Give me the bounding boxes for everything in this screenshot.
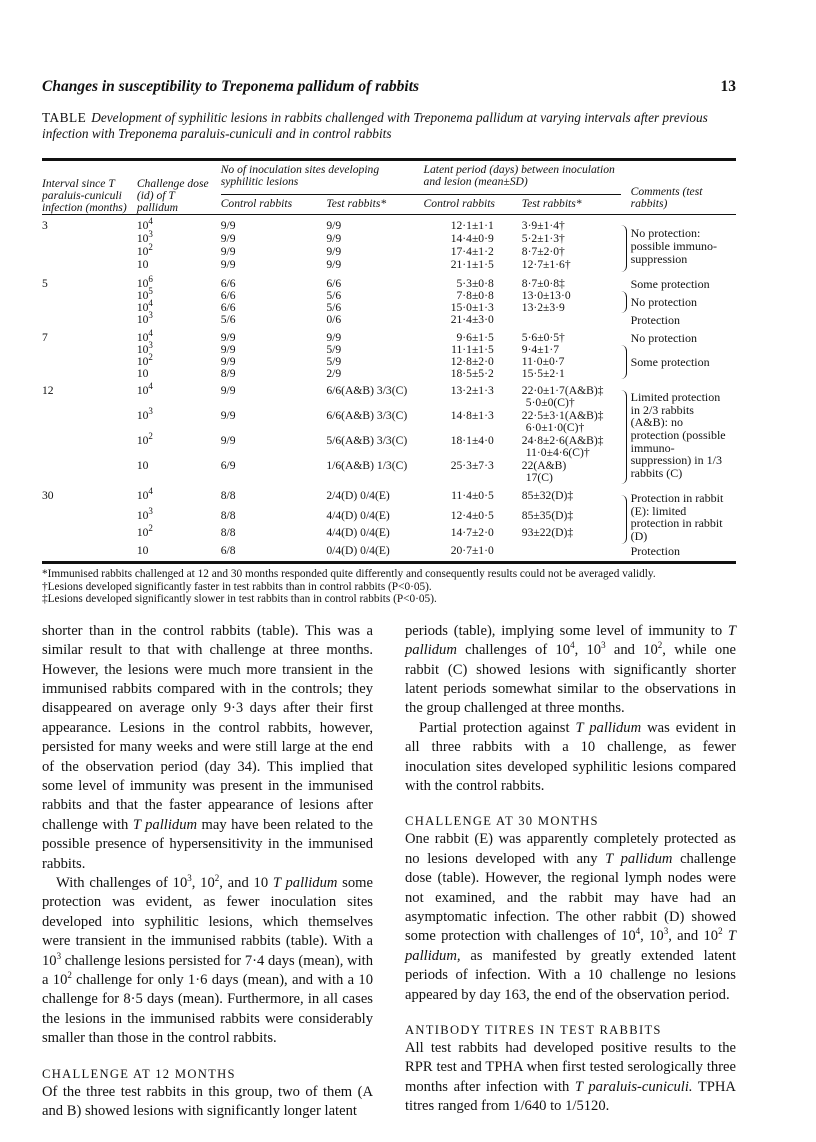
italic-term: T pallidum, [405, 928, 737, 964]
comment-cell: Protection [630, 543, 680, 558]
dose-cell: $10^2$ [136, 523, 153, 540]
dose-exponent: 3 [148, 506, 153, 517]
sites-test-cell: 2/4(D) 0/4(E) [326, 489, 390, 503]
latent-test-value: 6·0±1·0(C)† [525, 421, 585, 435]
latent-test-cell [522, 485, 621, 510]
dose-cell: $10^3$ [136, 406, 153, 423]
brace-cell [621, 485, 631, 544]
italic-term: T pallidum [405, 622, 736, 659]
body-paragraph: Partial protection against T pallidum was evident in all three rabbits with a 10 challenge, as fewer inoculation sites developed syphilitic lesions compared with the control rabbits. [405, 719, 737, 794]
table-footnotes [42, 568, 742, 606]
dose-exponent: 4 [148, 327, 153, 338]
interval-cell [42, 302, 137, 314]
brace-cell [621, 215, 631, 273]
body-paragraph: One rabbit (E) was apparently completely protected as no lesions developed with any T pallidum challenge dose (table). However, the regional lymph nodes were not examined, and the rabbit may have had an asymptomatic infection. The other rabbit (D) showed some protection with challenges of $10^4$, $10^3$, and $10^2$ T pallidum, as manifested by greatly extended latent periods of infection. With a 10 challenge no lesions appeared by day 163, the end of the observation period. [405, 831, 737, 1003]
latent-control-cell: 9·6±1·5 [456, 330, 494, 344]
dose-cell: $10^4$ [136, 381, 153, 398]
latent-test-cell [522, 273, 621, 291]
sites-test-cell: 6/6(A&B) 3/3(C) [326, 409, 408, 423]
dose-cell: $10^6$ [136, 273, 153, 290]
latent-test-value: 22·5±3·1(A&B)‡ [521, 409, 604, 423]
latent-control-cell: 14·8±1·3 [450, 409, 494, 423]
comment-cell: No protection [630, 294, 697, 309]
brace-cell [621, 290, 631, 314]
latent-control-cell: 21·1±1·5 [450, 258, 494, 272]
latent-test-cell [522, 510, 621, 527]
section-heading: CHALLENGE AT 12 MONTHS [42, 1066, 236, 1081]
header-sites: No of inoculation sites developing syphilitic lesions [221, 161, 424, 195]
dose-exponent: 3 [148, 229, 153, 240]
interval-cell: 5 [42, 276, 48, 290]
latent-control-cell: 18·5±5·2 [450, 367, 494, 381]
italic-term: T paraluis-cuniculi. [574, 1078, 693, 1095]
latent-test-cell [522, 410, 621, 435]
sites-control-cell: 9/9 [220, 409, 236, 423]
latent-test-cell [522, 314, 621, 327]
superscript: 2 [718, 926, 723, 937]
latent-control-cell: 14·4±0·9 [450, 232, 494, 246]
dose-exponent: 2 [148, 523, 153, 534]
latent-test-value: 5·0±0(C)† [525, 396, 575, 410]
interval-cell [42, 259, 137, 272]
table-caption-text: Development of syphilitic lesions in rabbits challenged with Treponema pallidum at varying intervals after previous infection with Treponema paraluis-cuniculi and in control rabbits [42, 110, 708, 141]
table-label: TABLE [42, 110, 87, 125]
latent-test-cell [522, 368, 621, 380]
latent-test-value [522, 545, 617, 557]
sites-control-cell: 5/6 [220, 313, 236, 327]
sites-control-cell: 9/9 [220, 355, 236, 369]
interval-cell [42, 344, 137, 356]
dose-cell: $10^3$ [136, 229, 153, 246]
latent-test-value: 22·0±1·7(A&B)‡ [521, 384, 604, 398]
dose-exponent: 6 [148, 273, 153, 284]
latent-test-cell [522, 527, 621, 544]
header-interval: Interval since T paraluis-cuniculi infection (months) [42, 177, 127, 214]
latent-control-cell: 5·3±0·8 [456, 276, 494, 290]
body-paragraph: With challenges of $10^3$, $10^2$, and 10 T pallidum some protection was evident, as fewer inoculation sites developed into syphilitic lesions, which themselves were transient in the immunised rabbits (table). With a $10^3$ challenge lesions persisted for 7·4 days (mean), with a $10^2$ challenge for only 1·6 days (mean), and with a 10 challenge for 8·5 days (mean). Furthermore, in all cases the lesions in the immunised rabbits were considerably smaller than those in the control rabbits. [42, 873, 373, 1047]
interval-cell: 7 [42, 330, 48, 344]
sites-control-cell: 6/6 [220, 276, 236, 290]
interval-cell [42, 368, 137, 380]
sites-test-cell: 4/4(D) 0/4(E) [326, 508, 390, 522]
italic-term: T pallidum [272, 875, 338, 892]
brace-icon [621, 495, 627, 543]
sites-control-cell: 9/9 [220, 219, 236, 232]
latent-control-cell: 7·8±0·8 [456, 289, 494, 303]
dose-cell: $10^3$ [136, 506, 153, 522]
latent-control-cell: 12·4±0·5 [450, 508, 494, 522]
sites-control-cell: 6/6 [220, 289, 236, 303]
brace-icon [621, 291, 627, 313]
italic-term: T pallidum [575, 719, 642, 736]
dose-exponent: 4 [148, 216, 153, 227]
latent-test-cell [522, 460, 621, 485]
interval-cell [42, 356, 137, 368]
sites-test-cell: 0/6 [326, 313, 342, 327]
interval-cell [42, 290, 137, 302]
dose-exponent: 3 [148, 310, 153, 321]
results-table [42, 158, 736, 564]
body-paragraph: Of the three test rabbits in this group, two of them (A and B) showed lesions with significantly longer latent [42, 1083, 373, 1120]
sites-test-cell: 2/9 [326, 367, 342, 381]
sites-test-cell: 0/4(D) 0/4(E) [326, 543, 390, 557]
body-column-right [405, 622, 736, 1122]
sites-test-cell: 6/6 [326, 276, 342, 290]
table-row [42, 314, 736, 327]
interval-cell [42, 314, 137, 327]
brace-cell [621, 314, 631, 327]
sites-control-cell: 6/6 [220, 301, 236, 315]
interval-cell [42, 246, 137, 259]
latent-test-value: 24·8±2·6(A&B)‡ [521, 434, 604, 448]
comment-cell: No protection [630, 330, 697, 345]
dose-cell: $10^2$ [136, 352, 153, 369]
latent-test-value: 13·0±13·0 [521, 289, 571, 303]
sites-control-cell: 9/9 [220, 258, 236, 272]
latent-test-value: 15·5±2·1 [521, 367, 565, 381]
dose-cell: $10^3$ [136, 340, 153, 357]
latent-test-value [522, 314, 617, 326]
sites-test-cell: 9/9 [326, 330, 342, 344]
brace-cell [621, 327, 631, 345]
sites-test-cell: 9/9 [326, 219, 342, 232]
dose-cell: 10 [136, 367, 149, 381]
footnote: *Immunised rabbits challenged at 12 and 30 months responded quite differently and consequently results could not be averaged validly. [42, 568, 656, 581]
header-latent: Latent period (days) between inoculation and lesion (mean±SD) [424, 161, 621, 195]
sites-control-cell: 9/9 [220, 245, 236, 259]
brace-icon [621, 345, 627, 379]
table-row [42, 380, 736, 410]
sites-control-cell: 9/9 [220, 434, 236, 448]
sites-test-cell: 4/4(D) 0/4(E) [326, 526, 390, 540]
sites-control-cell: 9/9 [220, 232, 236, 246]
sites-test-cell: 5/6(A&B) 3/3(C) [326, 434, 408, 448]
dose-cell: 10 [136, 459, 149, 473]
interval-cell: 3 [42, 219, 48, 232]
brace-cell [621, 344, 631, 380]
footnote: ‡Lesions developed significantly slower in test rabbits than in control rabbits (P<0·05). [42, 593, 437, 606]
interval-cell [42, 545, 137, 558]
sites-test-cell: 9/9 [326, 258, 342, 272]
sites-control-cell: 6/9 [220, 459, 236, 473]
dose-exponent: 4 [148, 298, 153, 309]
dose-cell: $10^4$ [136, 327, 153, 344]
sites-control-cell: 9/9 [220, 343, 236, 357]
dose-exponent: 3 [148, 406, 153, 417]
table-bottom-rule [42, 561, 736, 564]
table-row [42, 215, 736, 234]
latent-test-value: 5·6±0·5† [521, 330, 565, 344]
latent-test-value: 9·4±1·7 [521, 343, 560, 357]
latent-control-cell: 21·4±3·0 [450, 313, 494, 327]
table-row [42, 485, 736, 510]
running-title: Changes in susceptibility to Treponema pallidum of rabbits [42, 78, 420, 95]
header-comments: Comments (test rabbits) [630, 185, 703, 210]
interval-cell [42, 510, 137, 527]
sites-test-cell: 9/9 [326, 245, 342, 259]
dose-cell: 10 [136, 543, 149, 557]
dose-cell: 10 [136, 258, 149, 272]
interval-cell [42, 435, 137, 460]
latent-test-value: 11·0±0·7 [521, 355, 565, 369]
interval-cell [42, 410, 137, 435]
latent-test-value: 11·0±4·6(C)† [525, 446, 590, 460]
latent-control-cell: 20·7±1·0 [450, 543, 494, 557]
superscript: 3 [187, 873, 192, 884]
latent-control-cell: 12·8±2·0 [450, 355, 494, 369]
latent-test-value: 85±35(D)‡ [521, 508, 574, 522]
comment-cell: Some protection [630, 354, 710, 369]
header-latent-control: Control rabbits [423, 197, 495, 210]
header-dose: Challenge dose (id) of T pallidum [136, 177, 209, 214]
latent-test-value: 17(C) [525, 471, 553, 485]
dose-cell: $10^4$ [136, 216, 153, 232]
dose-cell: $10^2$ [136, 242, 153, 259]
sites-control-cell: 8/8 [220, 489, 236, 503]
latent-test-cell [522, 435, 621, 460]
latent-control-cell: 17·4±1·2 [450, 245, 494, 259]
body-column-left [42, 622, 373, 1122]
dose-cell: $10^4$ [136, 486, 153, 503]
latent-control-cell: 13·2±1·3 [450, 384, 494, 398]
header-latent-test: Test rabbits* [521, 197, 582, 210]
comment-cell: Protection [630, 313, 680, 328]
sites-control-cell: 9/9 [220, 330, 236, 344]
comment-cell: Limited protection in 2/3 rabbits (A&B): no protection (possible immuno-suppression) in 1/3 rabbits (C) [630, 390, 726, 480]
superscript: 2 [657, 640, 663, 651]
latent-test-cell [522, 302, 621, 314]
sites-test-cell: 5/9 [326, 343, 342, 357]
dose-cell: $10^4$ [136, 298, 153, 315]
body-paragraph: periods (table), implying some level of immunity to T pallidum challenges of $10^4$, $10^3$ and $10^2$, while one rabbit (C) showed lesions with significantly shorter latent periods somewhat similar to the observations in the group challenged at three months. [405, 622, 736, 717]
sites-test-cell: 5/6 [326, 289, 342, 303]
comment-cell: No protection: possible immuno-suppression [630, 226, 717, 266]
sites-test-cell: 5/6 [326, 301, 342, 315]
latent-control-cell: 12·1±1·1 [450, 219, 494, 232]
body-paragraph: shorter than in the control rabbits (table). This was a similar result to that with challenge at three months. However, the lesions were much more transient in the immunised rabbits compared with in the controls; they disappeared on average only 9·3 days after their first appearance. Lesions in the control rabbits, however, persisted for many weeks and were still large at the end of the observation period (day 34). This implied that some level of immunity was present in the immunised rabbits and that the faster appearance of lesions after challenge with T pallidum may have been related to the possible presence of hypersensitivity in the immunised rabbits. [42, 622, 373, 872]
comment-cell: Protection in rabbit (E): limited protection in rabbit (D) [630, 491, 724, 544]
section-heading: ANTIBODY TITRES IN TEST RABBITS [405, 1023, 662, 1038]
sites-control-cell: 8/9 [220, 367, 236, 381]
latent-test-value: 3·9±1·4† [521, 219, 565, 232]
latent-test-value: 85±32(D)‡ [521, 489, 574, 503]
latent-test-value: 5·2±1·3† [521, 232, 565, 246]
latent-test-value: 8·7±2·0† [521, 245, 565, 259]
italic-term: T pallidum [605, 850, 673, 867]
dose-exponent: 5 [148, 286, 153, 297]
brace-cell [621, 380, 631, 485]
latent-test-cell [522, 545, 621, 558]
sites-test-cell: 6/6(A&B) 3/3(C) [326, 384, 408, 398]
dose-cell: $10^5$ [136, 286, 153, 303]
superscript: 2 [67, 970, 72, 981]
sites-control-cell: 6/8 [220, 543, 236, 557]
sites-control-cell: 8/8 [220, 508, 236, 522]
dose-exponent: 2 [148, 431, 153, 442]
latent-control-cell: 11·4±0·5 [451, 489, 494, 503]
latent-control-cell: 11·1±1·5 [451, 343, 494, 357]
dose-exponent: 2 [148, 352, 153, 363]
sites-test-cell: 9/9 [326, 232, 342, 246]
table-caption [42, 110, 742, 142]
latent-test-value: 22(A&B) [521, 459, 567, 473]
latent-control-cell: 25·3±7·3 [450, 459, 494, 473]
table-row [42, 545, 736, 558]
interval-cell: 30 [42, 489, 54, 503]
superscript: 4 [635, 926, 641, 937]
body-columns [42, 622, 736, 1122]
latent-control-cell: 18·1±4·0 [450, 434, 494, 448]
dose-exponent: 3 [148, 340, 153, 351]
brace-cell [621, 545, 631, 558]
sites-test-cell: 5/9 [326, 355, 342, 369]
table-row [42, 327, 736, 345]
dose-exponent: 4 [148, 381, 153, 392]
header-sites-control: Control rabbits [220, 197, 293, 210]
latent-test-cell [522, 215, 621, 234]
superscript: 3 [663, 926, 669, 937]
superscript: 3 [601, 640, 606, 651]
interval-cell [42, 460, 137, 485]
footnote: †Lesions developed significantly faster in test rabbits than in control rabbits (P<0·05). [42, 580, 432, 593]
italic-term: T pallidum [132, 816, 198, 833]
latent-control-cell: 15·0±1·3 [450, 301, 494, 315]
table-body [42, 215, 736, 558]
dose-exponent: 4 [148, 486, 153, 497]
dose-exponent: 2 [148, 242, 153, 253]
dose-cell: $10^2$ [136, 431, 153, 448]
sites-control-cell: 8/8 [220, 526, 236, 540]
latent-test-value: 8·7±0·8‡ [521, 276, 565, 290]
brace-icon [621, 225, 627, 272]
section-heading: CHALLENGE AT 30 MONTHS [405, 814, 599, 829]
sites-test-cell: 1/6(A&B) 1/3(C) [326, 459, 408, 473]
table-row [42, 273, 736, 291]
sites-control-cell: 9/9 [220, 384, 236, 398]
page-flow [42, 158, 736, 1122]
body-paragraph: All test rabbits had developed positive results to the RPR test and TPHA when first tested serologically three months after infection with T paraluis-cuniculi. TPHA titres ranged from 1/640 to 1/5120. [405, 1040, 736, 1115]
latent-test-value: 12·7±1·6† [521, 258, 571, 272]
latent-test-cell [522, 327, 621, 345]
latent-test-cell [522, 380, 621, 410]
dose-cell: $10^3$ [136, 310, 153, 327]
latent-control-cell: 14·7±2·0 [450, 526, 494, 540]
page-number: 13 [720, 78, 736, 95]
header-sites-test: Test rabbits* [326, 197, 387, 210]
superscript: 3 [56, 950, 62, 961]
brace-icon [621, 390, 627, 484]
interval-cell [42, 233, 137, 246]
brace-cell [621, 273, 631, 291]
interval-cell: 12 [42, 384, 54, 398]
superscript: 4 [570, 640, 575, 651]
latent-test-value: 13·2±3·9 [521, 301, 565, 315]
superscript: 2 [214, 873, 220, 884]
interval-cell [42, 527, 137, 544]
comment-cell: Some protection [630, 276, 710, 291]
latent-test-value: 93±22(D)‡ [521, 526, 574, 540]
latent-test-cell [522, 259, 621, 272]
